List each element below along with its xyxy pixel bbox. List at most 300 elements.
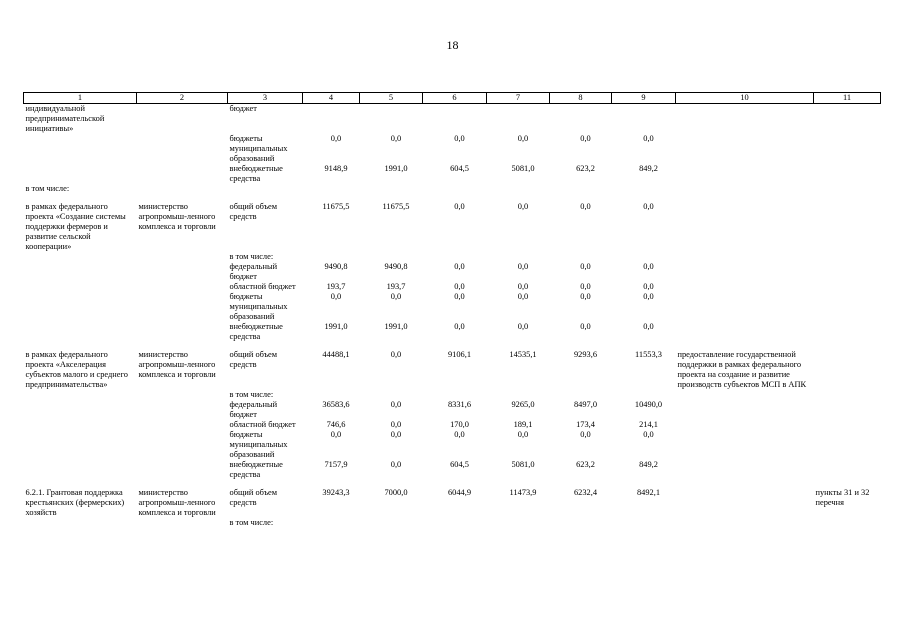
table-row [24,518,881,528]
table-row [24,430,881,460]
result-cell [676,400,814,420]
executor-cell [137,134,228,164]
amount-value: 0,0 [454,282,465,291]
amount-cell [487,420,550,430]
amount-cell [550,430,612,460]
reference-cell [814,292,881,322]
amount-value: 36583,6 [322,400,350,409]
amount-value: 189,1 [513,420,533,429]
amount-cell [360,282,423,292]
amount-value: 0,0 [390,134,402,143]
amount-cell [487,488,550,518]
column-header-6: 6 [423,93,487,104]
amount-value: 0,0 [643,322,654,331]
amount-value: 849,2 [639,460,658,469]
amount-cell [487,262,550,282]
amount-value: 0,0 [517,134,529,143]
amount-value: 0,0 [517,282,529,291]
result-cell [676,390,814,400]
event-name-cell [24,420,137,430]
event-name-cell [24,292,137,322]
table-row [24,164,881,184]
amount-cell [360,202,423,252]
amount-value: 0,0 [330,430,342,439]
amount-cell [423,460,487,480]
amount-cell [487,282,550,292]
amount-value: 0,0 [390,400,402,409]
funding-source-cell [228,184,303,194]
amount-cell [550,164,612,184]
funding-source-cell: в том числе: [229,518,274,527]
reference-cell: пункты 31 и 32 перечня [815,488,870,507]
amount-value: 0,0 [643,430,654,439]
amount-value: 604,5 [450,164,469,173]
amount-cell [423,252,487,262]
executor-cell [137,400,228,420]
table-body [24,104,881,529]
executor-cell [137,322,228,342]
funding-source-cell: общий объем средств [229,350,278,369]
amount-cell [303,518,360,528]
column-header-1: 1 [24,93,137,104]
event-name-cell [24,282,137,292]
table-row [24,104,881,135]
amount-cell [487,164,550,184]
table-row [24,350,881,390]
table-row [24,282,881,292]
executor-cell [137,518,228,528]
spacer-cell [24,194,881,202]
amount-cell [550,104,612,135]
reference-cell [814,460,881,480]
amount-cell [612,252,676,262]
result-cell [676,518,814,528]
table-row [24,184,881,194]
funding-source-cell: внебюджетные средства [229,164,283,183]
amount-value: 14535,1 [509,350,537,359]
amount-cell [423,262,487,282]
amount-value: 604,5 [450,460,469,469]
amount-cell [550,400,612,420]
amount-value: 0,0 [643,292,654,301]
amount-value: 11473,9 [509,488,537,497]
amount-value: 623,2 [576,164,595,173]
amount-cell [487,202,550,252]
event-name-cell: 6.2.1. Грантовая поддержка крестьянских (фермерских) хозяйств [25,488,125,517]
amount-cell [360,460,423,480]
amount-cell [303,252,360,262]
amount-cell [550,350,612,390]
spacer-row [24,194,881,202]
amount-cell [360,134,423,164]
amount-cell [360,262,423,282]
reference-cell [814,400,881,420]
column-header-2: 2 [137,93,228,104]
header-row [24,93,881,104]
result-cell [676,282,814,292]
executor-cell [137,460,228,480]
amount-cell [303,262,360,282]
reference-cell [814,390,881,400]
event-name-cell [24,164,137,184]
amount-cell [550,252,612,262]
amount-cell [303,164,360,184]
amount-value: 0,0 [643,262,654,271]
reference-cell [814,202,881,252]
amount-value: 6232,4 [573,488,598,497]
amount-cell [423,134,487,164]
executor-cell [137,420,228,430]
amount-value: 214,1 [639,420,658,429]
amount-cell [360,390,423,400]
result-cell [676,252,814,262]
executor-cell: министерство агропромыш-ленного комплекса и торговли [138,202,216,231]
funding-source-cell: федеральный бюджет [229,400,278,419]
amount-value: 0,0 [517,430,529,439]
amount-value: 6044,9 [447,488,472,497]
amount-cell [487,104,550,135]
funding-source-cell: бюджеты муниципальных образований [229,292,288,321]
amount-value: 0,0 [454,322,465,331]
event-name-cell [24,518,137,528]
event-name-cell [24,134,137,164]
amount-cell [303,430,360,460]
amount-value: 0,0 [580,134,591,143]
amount-cell [487,390,550,400]
amount-cell [303,390,360,400]
funding-source-cell: бюджеты муниципальных образований [229,430,288,459]
amount-cell [303,350,360,390]
table-row [24,292,881,322]
column-header-11: 11 [814,93,881,104]
amount-cell [303,184,360,194]
table-row [24,488,881,518]
executor-cell [137,164,228,184]
result-cell [676,420,814,430]
spacer-row [24,342,881,350]
amount-cell [423,104,487,135]
spacer-cell [24,480,881,488]
amount-cell [612,282,676,292]
amount-value: 0,0 [517,202,529,211]
amount-value: 11675,5 [322,202,350,211]
amount-value: 0,0 [454,262,465,271]
amount-cell [303,104,360,135]
amount-value: 623,2 [576,460,595,469]
amount-cell [612,390,676,400]
amount-value: 0,0 [390,460,402,469]
amount-value: 0,0 [454,292,465,301]
event-name-cell [24,262,137,282]
amount-value: 0,0 [390,292,402,301]
amount-cell [550,134,612,164]
amount-value: 1991,0 [324,322,348,331]
funding-source-cell: областной бюджет [229,282,296,291]
amount-value: 170,0 [450,420,469,429]
amount-cell [423,488,487,518]
amount-cell [423,164,487,184]
amount-cell [360,184,423,194]
amount-cell [612,350,676,390]
amount-value: 0,0 [580,282,591,291]
amount-value: 0,0 [580,322,591,331]
amount-value: 5081,0 [511,460,535,469]
reference-cell [814,134,881,164]
amount-cell [487,292,550,322]
amount-cell [360,400,423,420]
result-cell [676,184,814,194]
amount-cell [303,322,360,342]
amount-cell [487,460,550,480]
amount-value: 8331,6 [447,400,472,409]
amount-cell [612,488,676,518]
amount-cell [360,164,423,184]
amount-cell [360,104,423,135]
amount-value: 9293,6 [573,350,598,359]
spacer-cell [24,342,881,350]
amount-cell [360,430,423,460]
amount-cell [612,420,676,430]
funding-source-cell: в том числе: [229,390,274,399]
column-header-7: 7 [487,93,550,104]
amount-value: 9148,9 [324,164,348,173]
amount-value: 8492,1 [636,488,661,497]
table-row [24,252,881,262]
amount-cell [487,322,550,342]
amount-cell [612,460,676,480]
amount-cell [423,518,487,528]
amount-value: 193,7 [386,282,406,291]
event-name-cell [24,430,137,460]
budget-table [23,92,881,528]
amount-value: 173,4 [576,420,595,429]
amount-cell [612,292,676,322]
amount-cell [423,282,487,292]
amount-cell [550,420,612,430]
amount-cell [360,420,423,430]
amount-cell [487,518,550,528]
amount-cell [360,488,423,518]
result-cell [676,322,814,342]
amount-value: 9490,8 [324,262,348,271]
amount-cell [303,420,360,430]
event-name-cell [24,400,137,420]
amount-cell [612,164,676,184]
event-name-cell [24,390,137,400]
table-row [24,460,881,480]
amount-cell [360,350,423,390]
amount-cell [550,322,612,342]
amount-cell [360,322,423,342]
amount-value: 7157,9 [324,460,348,469]
column-header-10: 10 [676,93,814,104]
amount-value: 9106,1 [447,350,472,359]
amount-cell [612,134,676,164]
funding-source-cell: областной бюджет [229,420,296,429]
amount-cell [423,184,487,194]
amount-cell [423,420,487,430]
table-row [24,202,881,252]
executor-cell: министерство агропромыш-ленного комплекса и торговли [138,488,216,517]
table-row [24,134,881,164]
amount-value: 5081,0 [511,164,535,173]
amount-value: 1991,0 [384,164,408,173]
result-cell [676,460,814,480]
table-row [24,322,881,342]
amount-value: 0,0 [454,430,465,439]
amount-cell [303,282,360,292]
amount-value: 193,7 [326,282,346,291]
column-header-4: 4 [303,93,360,104]
result-cell [676,262,814,282]
executor-cell: министерство агропромыш-ленного комплекса и торговли [138,350,216,379]
funding-source-cell: федеральный бюджет [229,262,278,281]
amount-value: 0,0 [390,430,402,439]
executor-cell [137,262,228,282]
executor-cell [137,184,228,194]
amount-cell [487,134,550,164]
amount-cell [550,460,612,480]
amount-cell [550,390,612,400]
event-name-cell [24,322,137,342]
amount-cell [487,252,550,262]
result-cell [676,164,814,184]
amount-cell [487,350,550,390]
result-cell [676,134,814,164]
amount-cell [423,292,487,322]
table-header [24,93,881,104]
reference-cell [814,262,881,282]
event-name-cell [24,460,137,480]
spacer-row [24,480,881,488]
reference-cell [814,164,881,184]
reference-cell [814,420,881,430]
amount-cell [550,292,612,322]
event-name-cell [24,252,137,262]
reference-cell [814,252,881,262]
amount-value: 0,0 [643,134,654,143]
amount-value: 1991,0 [384,322,408,331]
amount-value: 11675,5 [382,202,410,211]
amount-cell [423,400,487,420]
funding-source-cell: внебюджетные средства [229,322,283,341]
executor-cell [137,390,228,400]
column-header-3: 3 [228,93,303,104]
amount-value: 9490,8 [384,262,408,271]
executor-cell [137,430,228,460]
amount-cell [303,460,360,480]
amount-value: 746,6 [326,420,346,429]
executor-cell [137,104,228,135]
result-cell [676,430,814,460]
amount-value: 0,0 [643,202,654,211]
amount-cell [550,202,612,252]
reference-cell [814,104,881,135]
amount-value: 0,0 [330,134,342,143]
column-header-9: 9 [612,93,676,104]
table-row [24,262,881,282]
reference-cell [814,518,881,528]
amount-cell [303,400,360,420]
amount-value: 0,0 [390,420,402,429]
amount-value: 0,0 [580,292,591,301]
amount-cell [612,400,676,420]
amount-value: 0,0 [517,262,529,271]
column-header-5: 5 [360,93,423,104]
reference-cell [814,350,881,390]
amount-cell [303,488,360,518]
table-row [24,420,881,430]
amount-cell [550,262,612,282]
column-header-8: 8 [550,93,612,104]
funding-source-cell: общий объем средств [229,488,278,507]
reference-cell [814,282,881,292]
amount-cell [550,184,612,194]
amount-value: 44488,1 [322,350,350,359]
event-name-cell: в рамках федерального проекта «Создание системы поддержки фермеров и развитие сельской кооперации» [25,202,126,251]
amount-cell [423,322,487,342]
amount-cell [360,292,423,322]
amount-value: 0,0 [643,282,654,291]
result-cell [676,292,814,322]
amount-cell [303,202,360,252]
amount-cell [550,282,612,292]
reference-cell [814,184,881,194]
amount-cell [612,322,676,342]
result-cell [676,202,814,252]
amount-value: 9265,0 [511,400,535,409]
amount-cell [612,518,676,528]
table-row [24,400,881,420]
amount-cell [423,350,487,390]
reference-cell [814,430,881,460]
amount-value: 11553,3 [635,350,662,359]
amount-value: 0,0 [580,430,591,439]
funding-source-cell: общий объем средств [229,202,278,221]
amount-value: 0,0 [330,292,342,301]
funding-source-cell: бюджеты муниципальных образований [229,134,288,163]
amount-value: 39243,3 [322,488,350,497]
page-number: 18 [446,38,459,52]
amount-cell [550,488,612,518]
executor-cell [137,252,228,262]
amount-cell [360,518,423,528]
event-name-cell: в том числе: [25,184,70,193]
amount-value: 7000,0 [384,488,408,497]
amount-value: 0,0 [580,262,591,271]
amount-cell [423,430,487,460]
event-name-cell: индивидуальной предпринимательской инициативы» [25,104,105,133]
executor-cell [137,292,228,322]
amount-value: 10490,0 [634,400,663,409]
funding-source-cell: внебюджетные средства [229,460,283,479]
table-row [24,390,881,400]
amount-value: 0,0 [517,322,529,331]
result-cell [676,488,814,518]
amount-cell [487,400,550,420]
amount-cell [423,202,487,252]
amount-cell [612,104,676,135]
event-name-cell: в рамках федерального проекта «Акселерация субъектов малого и среднего предпринимательства» [25,350,128,389]
amount-cell [612,430,676,460]
result-cell: предоставление государственной поддержки в рамках федерального проекта на создание и развитие производств субъектов МСП в АПК [677,350,807,389]
amount-value: 0,0 [580,202,591,211]
reference-cell [814,322,881,342]
amount-cell [550,518,612,528]
amount-value: 0,0 [390,350,402,359]
funding-source-cell: бюджет [229,104,257,113]
amount-cell [612,184,676,194]
